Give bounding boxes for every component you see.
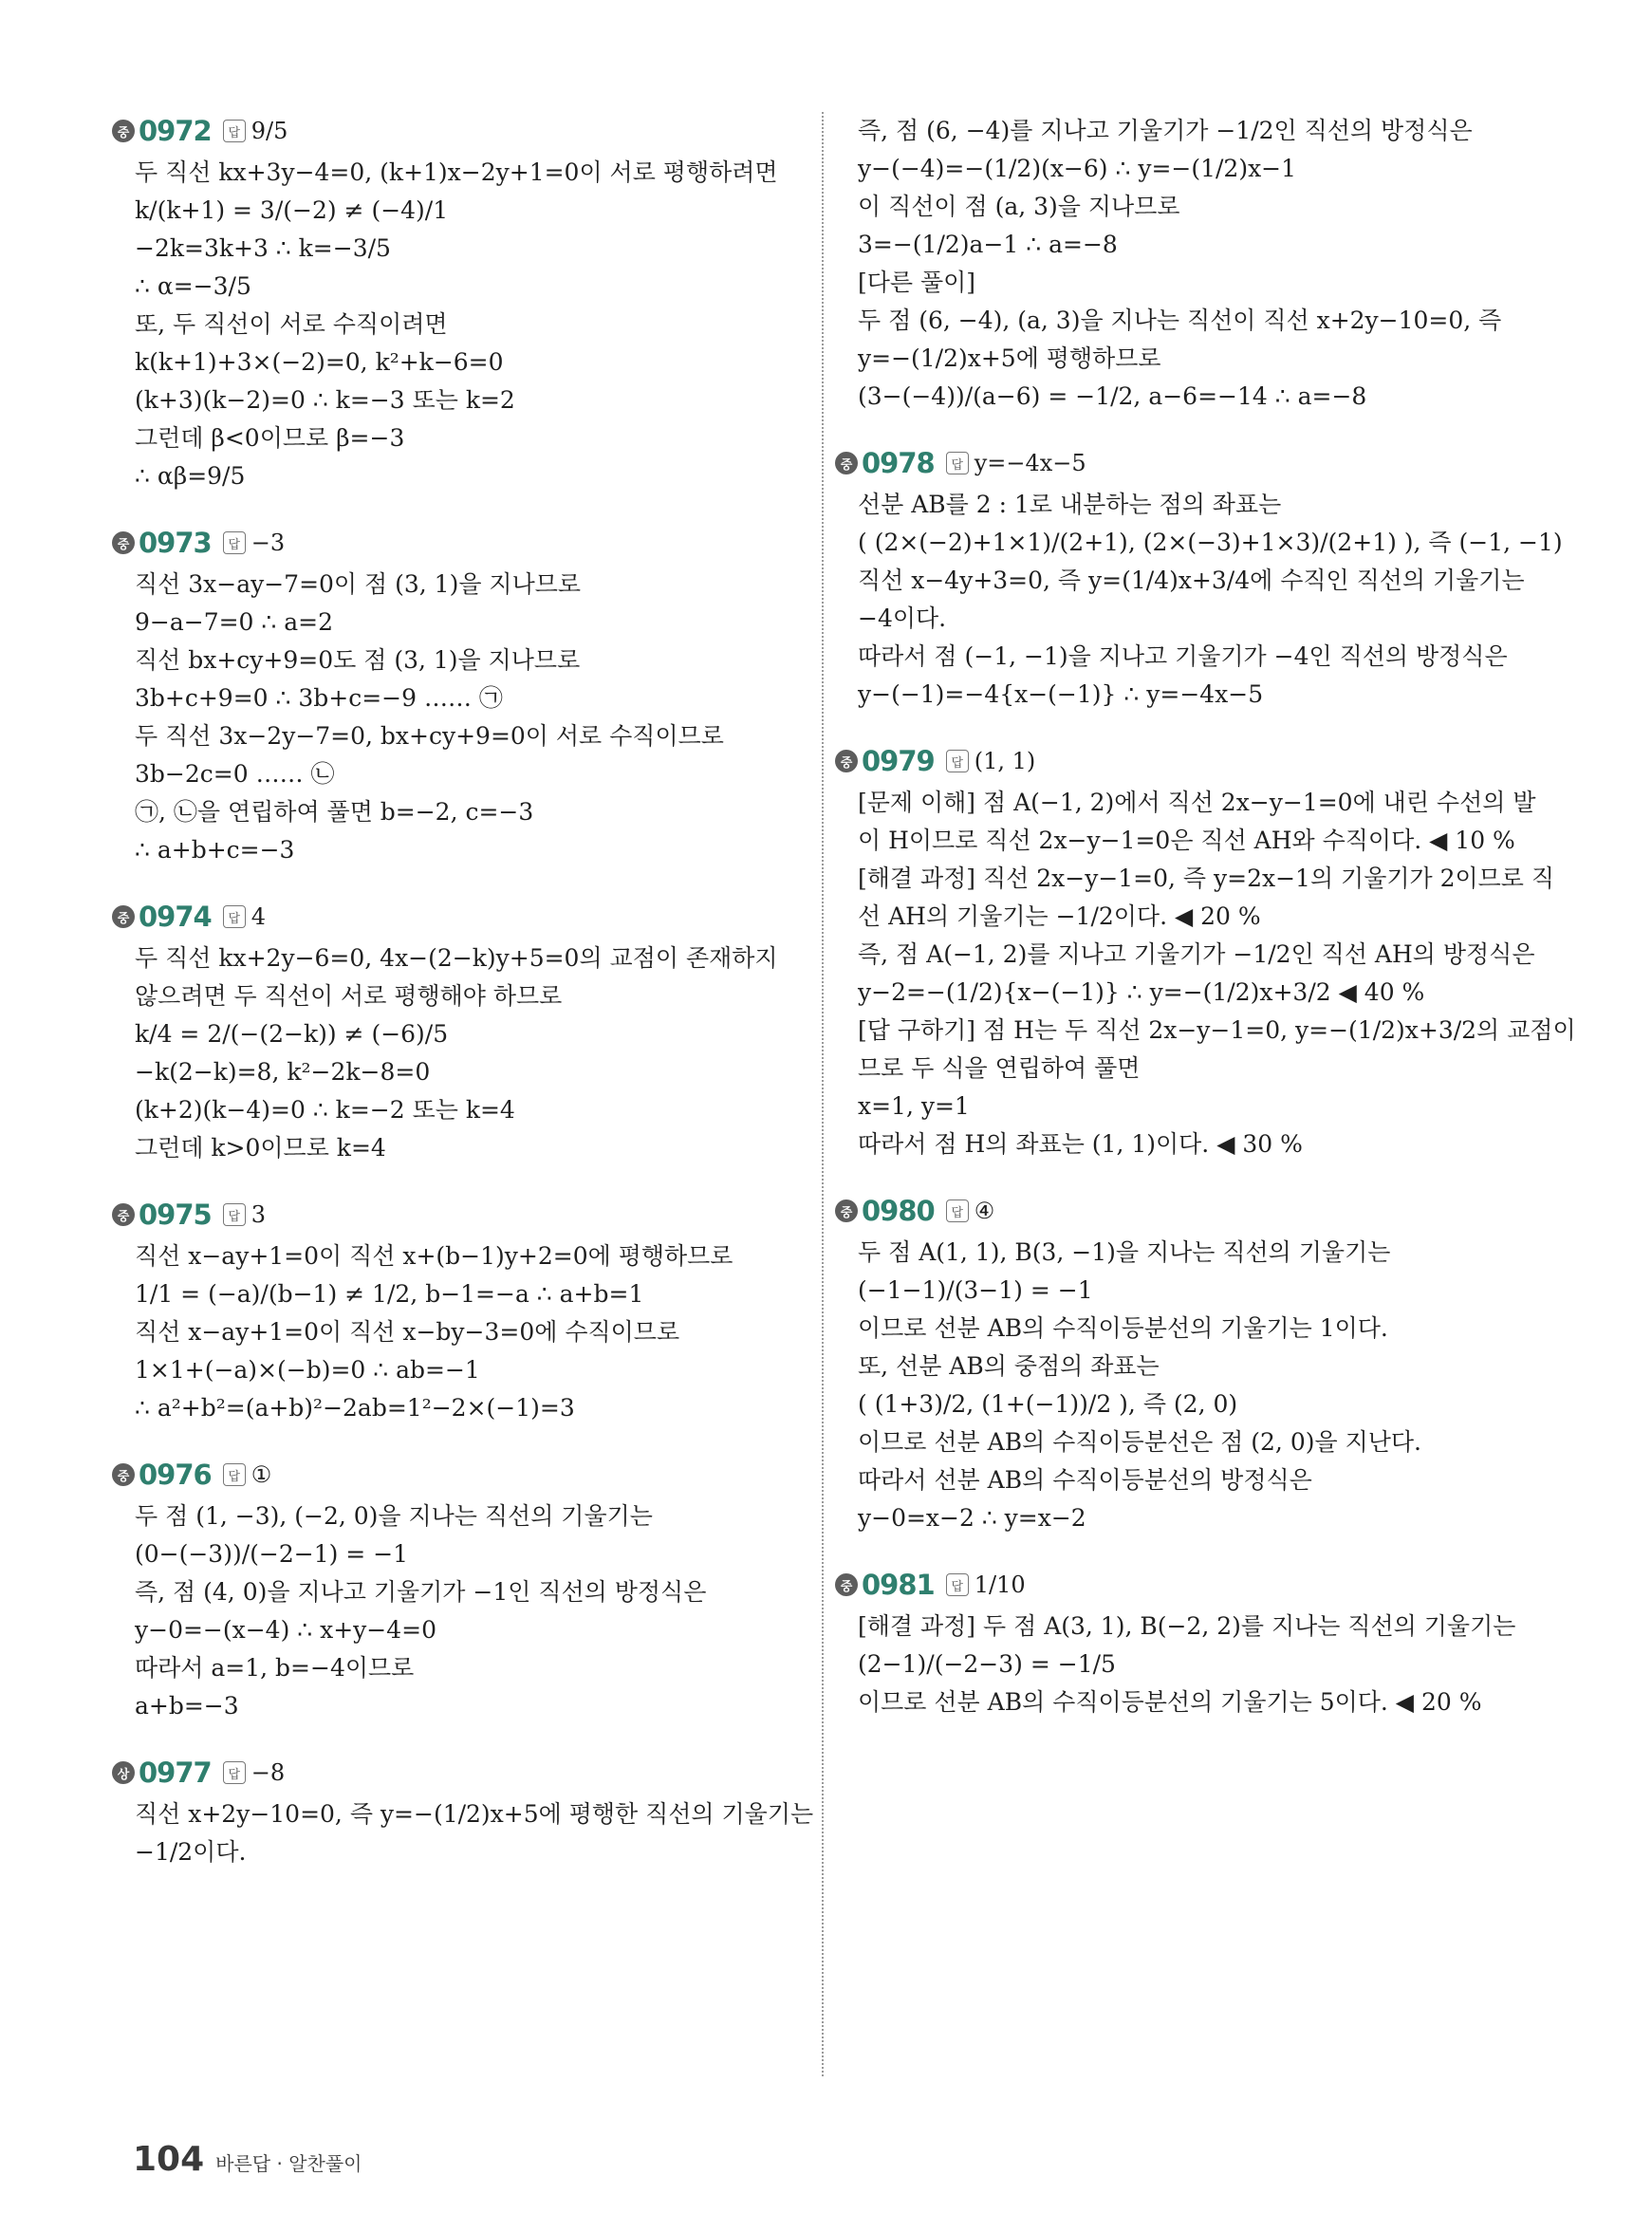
solution-line: 이므로 선분 AB의 수직이등분선의 기울기는 5이다. ◀ 20 % xyxy=(858,1688,1482,1716)
problem-header xyxy=(835,1192,1518,1230)
solution-line: 1×1+(−a)×(−b)=0 ∴ ab=−1 xyxy=(135,1356,480,1384)
solution-line: (2−1)/(−2−3) = −1/5 xyxy=(858,1650,1116,1678)
problem-number: 0979 xyxy=(862,745,935,777)
left-column xyxy=(112,112,814,1900)
solution-line: [해결 과정] 두 점 A(3, 1), B(−2, 2)를 지나는 직선의 기울기는 xyxy=(858,1612,1516,1640)
answer-value: ④ xyxy=(974,1198,995,1224)
problem-header xyxy=(112,112,795,150)
solution-line: 즉, 점 (4, 0)을 지나고 기울기가 −1인 직선의 방정식은 xyxy=(135,1578,707,1606)
solution-line: 두 점 (1, −3), (−2, 0)을 지나는 직선의 기울기는 xyxy=(135,1502,653,1530)
solution-line: 선분 AB를 2 : 1로 내분하는 점의 좌표는 xyxy=(858,491,1282,518)
problem-0972 xyxy=(112,112,795,495)
solution-line: 두 직선 kx+2y−6=0, 4x−(2−k)y+5=0의 교점이 존재하지 xyxy=(135,944,778,972)
solution-line: 직선 x−4y+3=0, 즉 y=(1/4)x+3/4에 수직인 직선의 기울기는 xyxy=(858,567,1525,594)
column-divider xyxy=(822,112,824,2076)
answer-label-icon: 답 xyxy=(946,452,969,474)
solution-line: (k+3)(k−2)=0 ∴ k=−3 또는 k=2 xyxy=(135,386,515,414)
solution-line: 직선 x+2y−10=0, 즉 y=−(1/2)x+5에 평행한 직선의 기울기는 xyxy=(135,1800,814,1828)
difficulty-badge: 중 xyxy=(835,452,858,474)
solution-line: 1/1 = (−a)/(b−1) ≠ 1/2, b−1=−a ∴ a+b=1 xyxy=(135,1280,644,1308)
answer-label-icon: 답 xyxy=(223,1761,246,1784)
solution-line: 따라서 a=1, b=−4이므로 xyxy=(135,1654,415,1682)
problem-header xyxy=(112,1196,795,1234)
solution-line: 9−a−7=0 ∴ a=2 xyxy=(135,608,334,636)
solution-line: [다른 풀이] xyxy=(858,269,976,296)
solution-line: ㉠, ㉡을 연립하여 풀면 b=−2, c=−3 xyxy=(135,798,534,826)
solution-line: (0−(−3))/(−2−1) = −1 xyxy=(135,1540,409,1568)
solution-line: ∴ α=−3/5 xyxy=(135,272,251,300)
solution-line: (3−(−4))/(a−6) = −1/2, a−6=−14 ∴ a=−8 xyxy=(858,382,1367,410)
answer-value: 1/10 xyxy=(974,1571,1026,1598)
solution-lines xyxy=(112,1497,795,1725)
answer-label-icon: 답 xyxy=(946,750,969,772)
answer-value: y=−4x−5 xyxy=(974,450,1086,476)
problem-number: 0978 xyxy=(862,447,935,479)
solution-line: 두 점 A(1, 1), B(3, −1)을 지나는 직선의 기울기는 xyxy=(858,1238,1391,1266)
answer-label-icon: 답 xyxy=(946,1199,969,1222)
solution-line: (−1−1)/(3−1) = −1 xyxy=(858,1276,1093,1304)
problem-continued xyxy=(835,112,1518,416)
solution-line: 따라서 점 (−1, −1)을 지나고 기울기가 −4인 직선의 방정식은 xyxy=(858,642,1508,670)
solution-line: 3b−2c=0 …… ㉡ xyxy=(135,760,335,788)
difficulty-badge: 중 xyxy=(112,905,135,928)
solution-line: ∴ αβ=9/5 xyxy=(135,462,246,490)
problem-number: 0974 xyxy=(139,901,212,933)
solution-lines xyxy=(835,486,1563,714)
solution-line: 또, 선분 AB의 중점의 좌표는 xyxy=(858,1352,1160,1380)
solution-line: [문제 이해] 점 A(−1, 2)에서 직선 2x−y−1=0에 내린 수선의 발 xyxy=(858,789,1536,816)
problem-0981 xyxy=(835,1566,1518,1721)
solution-line: x=1, y=1 xyxy=(858,1092,970,1120)
solution-line: y−0=x−2 ∴ y=x−2 xyxy=(858,1504,1086,1532)
solution-line: y−2=−(1/2){x−(−1)} ∴ y=−(1/2)x+3/2 ◀ 40 % xyxy=(858,978,1425,1006)
difficulty-badge: 중 xyxy=(835,1573,858,1596)
solution-line: 므로 두 식을 연립하여 풀면 xyxy=(858,1054,1141,1082)
solution-line: 직선 bx+cy+9=0도 점 (3, 1)을 지나므로 xyxy=(135,646,581,674)
solution-lines xyxy=(112,939,795,1167)
solution-line: 그런데 β<0이므로 β=−3 xyxy=(135,424,405,452)
book-title: 바른답 · 알찬풀이 xyxy=(215,2152,362,2175)
difficulty-badge: 중 xyxy=(835,750,858,772)
solution-line: −k(2−k)=8, k²−2k−8=0 xyxy=(135,1058,431,1086)
problem-0973 xyxy=(112,524,795,869)
answer-label-icon: 답 xyxy=(946,1573,969,1596)
problem-number: 0973 xyxy=(139,527,212,559)
solution-line: y−0=−(x−4) ∴ x+y−4=0 xyxy=(135,1616,437,1644)
solution-lines xyxy=(112,1795,814,1871)
difficulty-badge: 중 xyxy=(112,531,135,554)
solution-lines xyxy=(835,1608,1518,1721)
answer-label-icon: 답 xyxy=(223,905,246,928)
problem-number: 0972 xyxy=(139,115,212,147)
solution-line: 3=−(1/2)a−1 ∴ a=−8 xyxy=(858,231,1118,258)
difficulty-badge: 상 xyxy=(112,1761,135,1784)
solution-line: 즉, 점 A(−1, 2)를 지나고 기울기가 −1/2인 직선 AH의 방정식은 xyxy=(858,940,1535,968)
answer-label-icon: 답 xyxy=(223,1203,246,1226)
solution-line: 따라서 선분 AB의 수직이등분선의 방정식은 xyxy=(858,1466,1312,1494)
answer-value: −8 xyxy=(251,1759,286,1786)
problem-header xyxy=(112,1754,795,1792)
problem-number: 0976 xyxy=(139,1459,212,1491)
solution-line: ( (2×(−2)+1×1)/(2+1), (2×(−3)+1×3)/(2+1) ), 즉 (−1, −1) xyxy=(858,529,1563,556)
answer-value: ① xyxy=(251,1461,272,1488)
answer-value: (1, 1) xyxy=(974,748,1036,774)
problem-header xyxy=(112,524,795,562)
answer-label-icon: 답 xyxy=(223,120,246,142)
solution-line: 이므로 선분 AB의 수직이등분선의 기울기는 1이다. xyxy=(858,1314,1388,1342)
solution-line: [해결 과정] 직선 2x−y−1=0, 즉 y=2x−1의 기울기가 2이므로 직 xyxy=(858,865,1555,892)
difficulty-badge: 중 xyxy=(112,120,135,142)
problem-number: 0981 xyxy=(862,1569,935,1601)
problem-header xyxy=(835,742,1518,780)
answer-label-icon: 답 xyxy=(223,531,246,554)
problem-number: 0975 xyxy=(139,1199,212,1231)
solution-line: −1/2이다. xyxy=(135,1838,247,1866)
solution-line: y=−(1/2)x+5에 평행하므로 xyxy=(858,344,1161,372)
problem-0977 xyxy=(112,1754,814,1871)
difficulty-badge: 중 xyxy=(112,1203,135,1226)
solution-line: 직선 x−ay+1=0이 직선 x+(b−1)y+2=0에 평행하므로 xyxy=(135,1242,733,1270)
solution-line: y−(−4)=−(1/2)(x−6) ∴ y=−(1/2)x−1 xyxy=(858,155,1297,182)
solution-line: 즉, 점 (6, −4)를 지나고 기울기가 −1/2인 직선의 방정식은 xyxy=(858,117,1473,144)
difficulty-badge: 중 xyxy=(835,1199,858,1222)
solution-line: 3b+c+9=0 ∴ 3b+c=−9 …… ㉠ xyxy=(135,684,503,712)
solution-line: 두 점 (6, −4), (a, 3)을 지나는 직선이 직선 x+2y−10=0, 즉 xyxy=(858,307,1502,334)
solution-line: 이 직선이 점 (a, 3)을 지나므로 xyxy=(858,193,1180,220)
solution-lines xyxy=(112,154,795,495)
solution-line: 두 직선 3x−2y−7=0, bx+cy+9=0이 서로 수직이므로 xyxy=(135,722,724,750)
answer-value: 4 xyxy=(251,903,266,930)
solution-line: 선 AH의 기울기는 −1/2이다. ◀ 20 % xyxy=(858,902,1261,930)
solution-line: 그런데 k>0이므로 k=4 xyxy=(135,1134,386,1162)
solution-line: 직선 x−ay+1=0이 직선 x−by−3=0에 수직이므로 xyxy=(135,1318,680,1346)
solution-line: 또, 두 직선이 서로 수직이려면 xyxy=(135,310,448,338)
solution-line: 않으려면 두 직선이 서로 평행해야 하므로 xyxy=(135,982,563,1010)
answer-label-icon: 답 xyxy=(223,1463,246,1486)
solution-line: 두 직선 kx+3y−4=0, (k+1)x−2y+1=0이 서로 평행하려면 xyxy=(135,158,778,186)
solution-line: 이므로 선분 AB의 수직이등분선은 점 (2, 0)을 지난다. xyxy=(858,1428,1421,1456)
solution-lines xyxy=(835,784,1576,1163)
solution-line: y−(−1)=−4{x−(−1)} ∴ y=−4x−5 xyxy=(858,680,1264,708)
solution-line: ∴ a+b+c=−3 xyxy=(135,836,295,864)
page-footer xyxy=(133,2140,362,2179)
problem-header xyxy=(112,898,795,936)
problem-0976 xyxy=(112,1456,795,1725)
solution-lines xyxy=(835,1234,1518,1537)
solution-line: −4이다. xyxy=(858,604,947,632)
answer-value: 9/5 xyxy=(251,118,288,144)
solution-line: ∴ a²+b²=(a+b)²−2ab=1²−2×(−1)=3 xyxy=(135,1394,575,1422)
solution-line: k/(k+1) = 3/(−2) ≠ (−4)/1 xyxy=(135,196,449,224)
solution-line: 직선 3x−ay−7=0이 점 (3, 1)을 지나므로 xyxy=(135,570,582,598)
right-column xyxy=(835,112,1576,1750)
solution-line: 이 H이므로 직선 2x−y−1=0은 직선 AH와 수직이다. ◀ 10 % xyxy=(858,827,1515,854)
problem-0975 xyxy=(112,1196,795,1427)
solution-line: [답 구하기] 점 H는 두 직선 2x−y−1=0, y=−(1/2)x+3/2의 교점이 xyxy=(858,1016,1576,1044)
page-number: 104 xyxy=(133,2140,205,2179)
solution-line: a+b=−3 xyxy=(135,1692,239,1720)
solution-lines xyxy=(112,1237,795,1427)
problem-header xyxy=(112,1456,795,1494)
difficulty-badge: 중 xyxy=(112,1463,135,1486)
problem-0979 xyxy=(835,742,1576,1163)
problem-0978 xyxy=(835,444,1563,714)
solution-lines xyxy=(835,112,1518,416)
solution-line: k/4 = 2/(−(2−k)) ≠ (−6)/5 xyxy=(135,1020,449,1048)
problem-number: 0977 xyxy=(139,1757,212,1789)
solution-lines xyxy=(112,566,795,869)
answer-value: −3 xyxy=(251,530,286,556)
problem-header xyxy=(835,1566,1518,1604)
answer-value: 3 xyxy=(251,1201,266,1228)
problem-0974 xyxy=(112,898,795,1167)
solution-line: (k+2)(k−4)=0 ∴ k=−2 또는 k=4 xyxy=(135,1096,515,1124)
solution-line: k(k+1)+3×(−2)=0, k²+k−6=0 xyxy=(135,348,504,376)
solution-line: 따라서 점 H의 좌표는 (1, 1)이다. ◀ 30 % xyxy=(858,1130,1303,1158)
solution-line: −2k=3k+3 ∴ k=−3/5 xyxy=(135,234,391,262)
solution-line: ( (1+3)/2, (1+(−1))/2 ), 즉 (2, 0) xyxy=(858,1390,1238,1418)
problem-number: 0980 xyxy=(862,1195,935,1227)
problem-0980 xyxy=(835,1192,1518,1537)
problem-header xyxy=(835,444,1518,482)
